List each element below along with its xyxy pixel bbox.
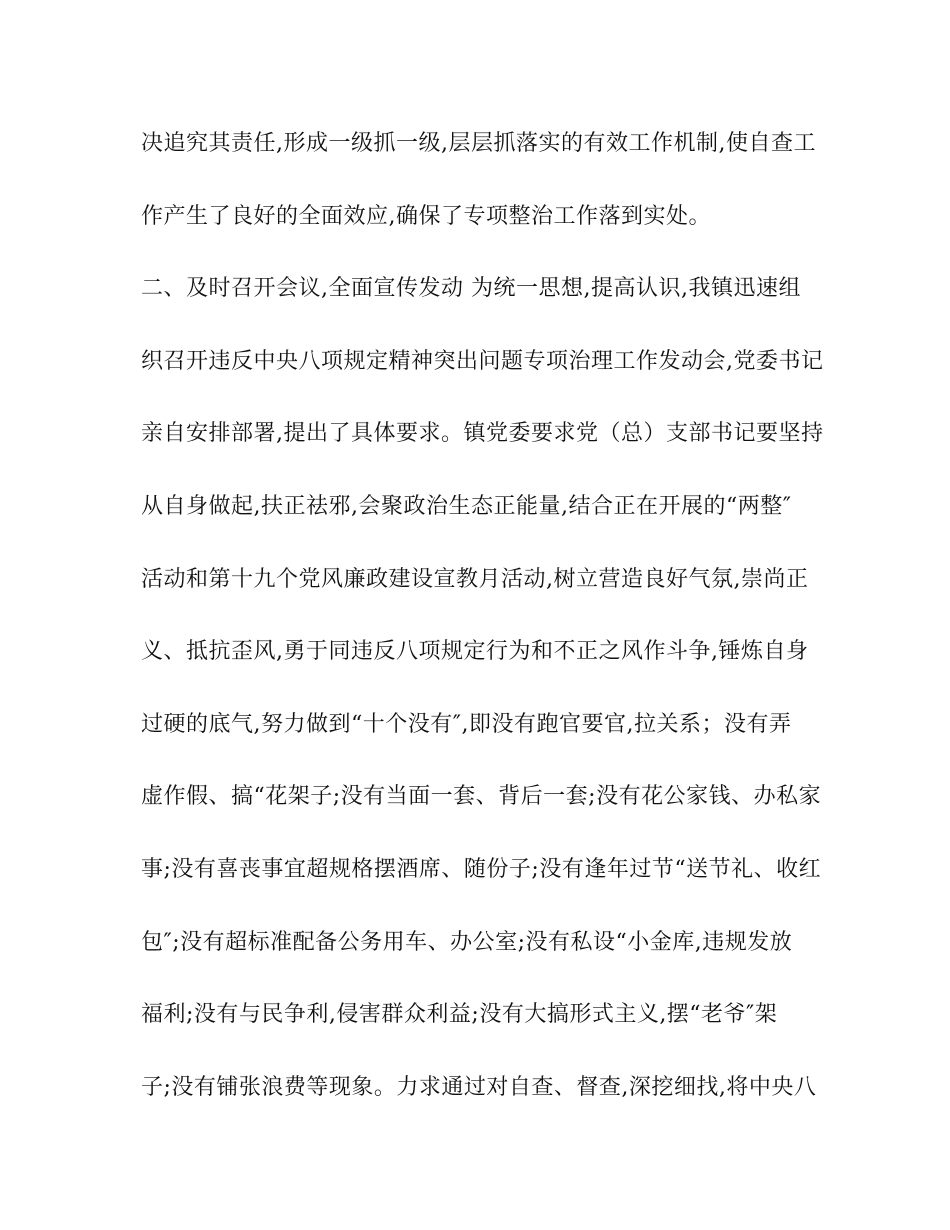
text-line: 过硬的底气,努力做到“十个没有″,即没有跑官要官,拉关系；没有弄 — [141, 711, 792, 737]
text-line: 活动和第十九个党风廉政建设宣教月活动,树立营造良好气氛,崇尚正 — [141, 566, 809, 592]
text-line: 决追究其责任,形成一级抓一级,层层抓落实的有效工作机制,使自查工 — [141, 131, 816, 156]
text-line: 从自身做起,扶正祛邪,会聚政治生态正能量,结合正在开展的“两整″ — [141, 493, 792, 519]
document-body — [141, 122, 824, 1138]
section-heading-line: 二、及时召开会议,全面宣传发动 为统一思想,提高认识,我镇迅速组 — [141, 276, 801, 302]
text-line: 虚作假、搞“花架子;没有当面一套、背后一套;没有花公家钱、办私家 — [141, 784, 822, 810]
text-line: 事;没有喜丧事宜超规格摆酒席、随份子;没有逢年过节“送节礼、收红 — [141, 856, 822, 882]
text-line: 作产生了良好的全面效应,确保了专项整治工作落到实处。 — [141, 203, 711, 229]
text-line: 包″;没有超标准配备公务用车、办公室;没有私设“小金库,违规发放 — [141, 929, 793, 955]
text-line: 义、抵抗歪风,勇于同违反八项规定行为和不正之风作斗争,锤炼自身 — [141, 639, 809, 665]
text-line: 子;没有铺张浪费等现象。力求通过对自查、督查,深挖细找,将中央八 — [141, 1074, 817, 1100]
text-line: 亲自安排部署,提出了具体要求。镇党委要求党（总）支部书记要坚持 — [141, 421, 824, 447]
text-line: 织召开违反中央八项规定精神突出问题专项治理工作发动会,党委书记 — [141, 348, 824, 374]
text-line: 福利;没有与民争利,侵害群众利益;没有大搞形式主义,摆“老爷″架 — [141, 1002, 778, 1028]
